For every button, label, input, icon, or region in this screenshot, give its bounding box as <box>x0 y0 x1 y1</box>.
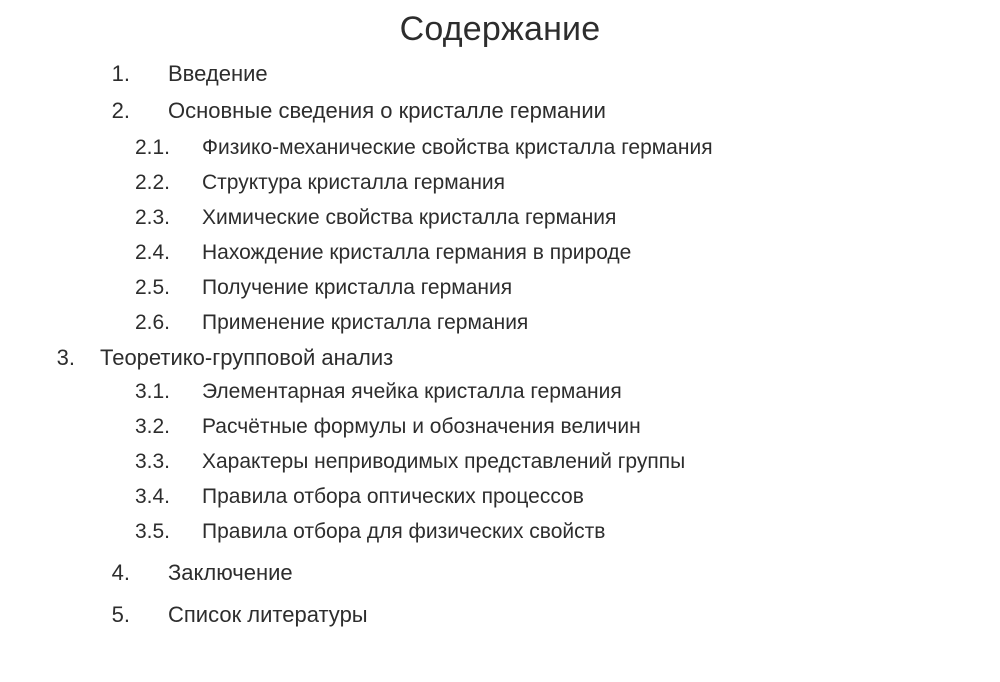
toc-entry-label: Физико-механические свойства кристалла германия <box>202 136 713 159</box>
toc-entry-number: 2.6. <box>134 311 170 334</box>
toc-entry-2-2[interactable] <box>0 172 1000 193</box>
toc-entry-number: 1. <box>111 61 130 86</box>
toc-entry-label: Характеры неприводимых представлений группы <box>202 450 686 473</box>
toc-entry-label: Применение кристалла германия <box>202 311 529 334</box>
toc-entry-number: 2. <box>111 98 130 123</box>
toc-entry-number: 3.5. <box>134 520 170 543</box>
toc-entry-number: 2.1. <box>134 136 170 159</box>
toc-entry-3[interactable] <box>0 347 1000 369</box>
toc-entry-number: 4. <box>111 560 130 585</box>
toc-entry-2-5[interactable] <box>0 277 1000 298</box>
page-title: Содержание <box>399 10 601 48</box>
toc-entry-number: 3.2. <box>134 415 170 438</box>
toc-entry-3-1[interactable] <box>0 381 1000 402</box>
toc-entry-4[interactable] <box>0 562 1000 584</box>
toc-entry-2-3[interactable] <box>0 207 1000 228</box>
toc-entry-3-4[interactable] <box>0 486 1000 507</box>
toc-entry-3-5[interactable] <box>0 521 1000 542</box>
toc-entry-number: 2.3. <box>134 206 170 229</box>
toc-entry-5[interactable] <box>0 604 1000 626</box>
toc-entry-number: 5. <box>111 602 130 627</box>
toc-entry-number: 3. <box>56 345 75 370</box>
toc-entry-label: Получение кристалла германия <box>202 276 513 299</box>
toc-entry-2[interactable] <box>0 100 1000 122</box>
toc-entry-2-4[interactable] <box>0 242 1000 263</box>
toc-entry-3-3[interactable] <box>0 451 1000 472</box>
toc-entry-label: Основные сведения о кристалле германии <box>168 98 606 123</box>
toc-entry-label: Правила отбора для физических свойств <box>202 520 606 543</box>
toc-entry-2-6[interactable] <box>0 312 1000 333</box>
toc-entry-number: 3.1. <box>134 380 170 403</box>
toc-entry-label: Правила отбора оптических процессов <box>202 485 584 508</box>
toc-entry-label: Заключение <box>168 560 293 585</box>
toc-entry-label: Химические свойства кристалла германия <box>202 206 617 229</box>
toc-entry-number: 2.5. <box>134 276 170 299</box>
toc-entry-label: Расчётные формулы и обозначения величин <box>202 415 641 438</box>
toc-entry-label: Элементарная ячейка кристалла германия <box>202 380 622 403</box>
toc-entry-1[interactable] <box>0 63 1000 85</box>
toc-entry-number: 2.2. <box>134 171 170 194</box>
toc-entry-number: 2.4. <box>134 241 170 264</box>
toc-entry-label: Введение <box>168 61 268 86</box>
toc-entry-label: Теоретико-групповой анализ <box>100 345 394 370</box>
toc-entry-label: Структура кристалла германия <box>202 171 506 194</box>
toc-entry-label: Нахождение кристалла германия в природе <box>202 241 632 264</box>
toc-entry-2-1[interactable] <box>0 137 1000 158</box>
toc-entry-number: 3.4. <box>134 485 170 508</box>
toc-entry-3-2[interactable] <box>0 416 1000 437</box>
toc-entry-number: 3.3. <box>134 450 170 473</box>
toc-entry-label: Список литературы <box>168 602 368 627</box>
table-of-contents <box>0 63 1000 626</box>
